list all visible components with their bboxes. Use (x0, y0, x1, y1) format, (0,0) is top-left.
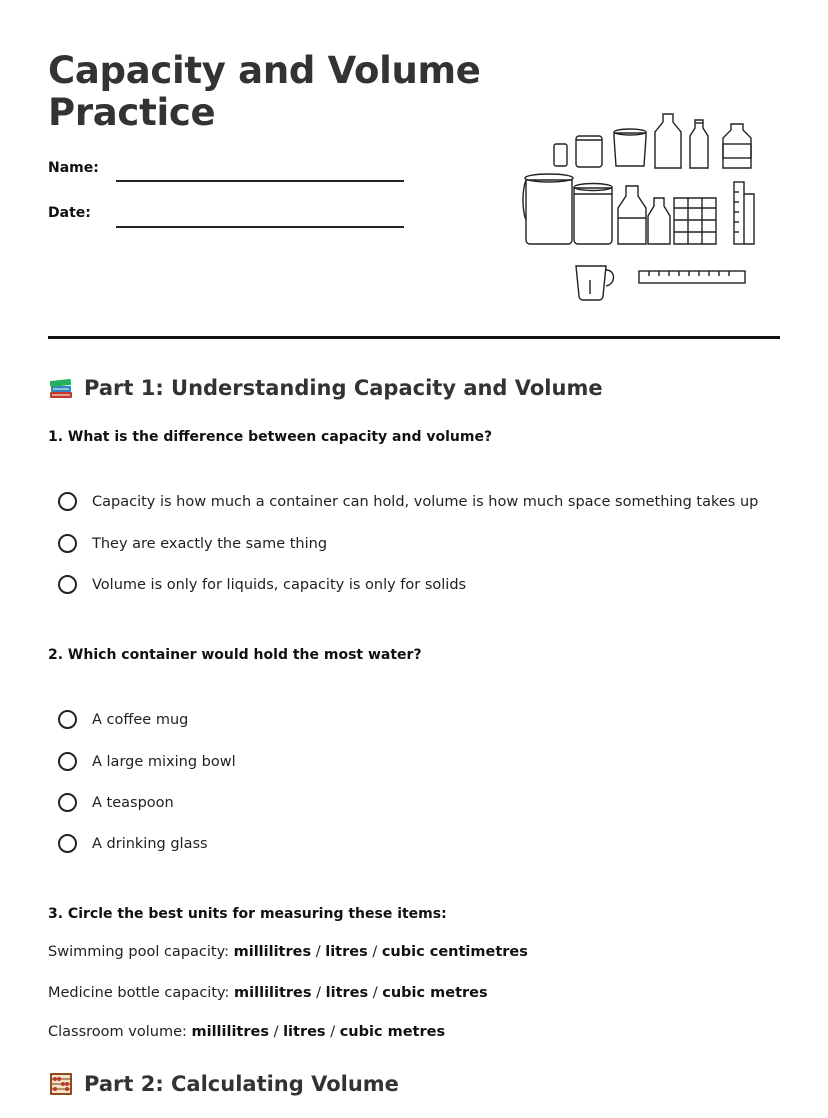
unit-option[interactable]: millilitres (191, 1024, 269, 1040)
unit-option[interactable]: cubic centimetres (381, 944, 528, 960)
q1-option-2[interactable]: They are exactly the same thing (58, 534, 327, 553)
q2-option-4[interactable]: A drinking glass (58, 834, 208, 853)
page-title: Capacity and Volume Practice (48, 49, 481, 134)
radio-button[interactable] (58, 834, 77, 853)
q1-option-1[interactable]: Capacity is how much a container can hold, volume is how much space something takes up (58, 492, 758, 511)
unit-option[interactable]: millilitres (234, 985, 312, 1001)
unit-row-medicine-bottle: Medicine bottle capacity: millilitres / litres / cubic metres (48, 985, 488, 1001)
unit-row-swimming-pool: Swimming pool capacity: millilitres / litres / cubic centimetres (48, 944, 528, 960)
radio-button[interactable] (58, 534, 77, 553)
radio-button[interactable] (58, 793, 77, 812)
question-3: 3. Circle the best units for measuring these items: (48, 906, 447, 922)
q2-option-1[interactable]: A coffee mug (58, 710, 188, 729)
header-divider (48, 336, 780, 339)
name-label: Name: (48, 160, 99, 176)
unit-option[interactable]: litres (325, 985, 369, 1001)
unit-row-classroom: Classroom volume: millilitres / litres / cubic metres (48, 1024, 446, 1040)
part2-heading: Part 2: Calculating Volume (48, 1071, 399, 1097)
name-field[interactable] (116, 180, 404, 182)
question-2: 2. Which container would hold the most water? (48, 647, 422, 663)
q1-option-3[interactable]: Volume is only for liquids, capacity is only for solids (58, 575, 466, 594)
containers-illustration (518, 108, 762, 308)
unit-option[interactable]: litres (325, 944, 368, 960)
books-icon (48, 375, 74, 401)
unit-option[interactable]: cubic metres (339, 1024, 446, 1040)
unit-option[interactable]: litres (283, 1024, 326, 1040)
part1-heading: Part 1: Understanding Capacity and Volume (48, 375, 603, 401)
unit-option[interactable]: millilitres (233, 944, 312, 960)
radio-button[interactable] (58, 710, 77, 729)
date-label: Date: (48, 205, 91, 221)
unit-option[interactable]: cubic metres (382, 985, 488, 1001)
q2-option-3[interactable]: A teaspoon (58, 793, 174, 812)
date-field[interactable] (116, 226, 404, 228)
radio-button[interactable] (58, 492, 77, 511)
question-1: 1. What is the difference between capacity and volume? (48, 429, 493, 445)
radio-button[interactable] (58, 575, 77, 594)
radio-button[interactable] (58, 752, 77, 771)
abacus-icon (48, 1071, 74, 1097)
q2-option-2[interactable]: A large mixing bowl (58, 752, 236, 771)
